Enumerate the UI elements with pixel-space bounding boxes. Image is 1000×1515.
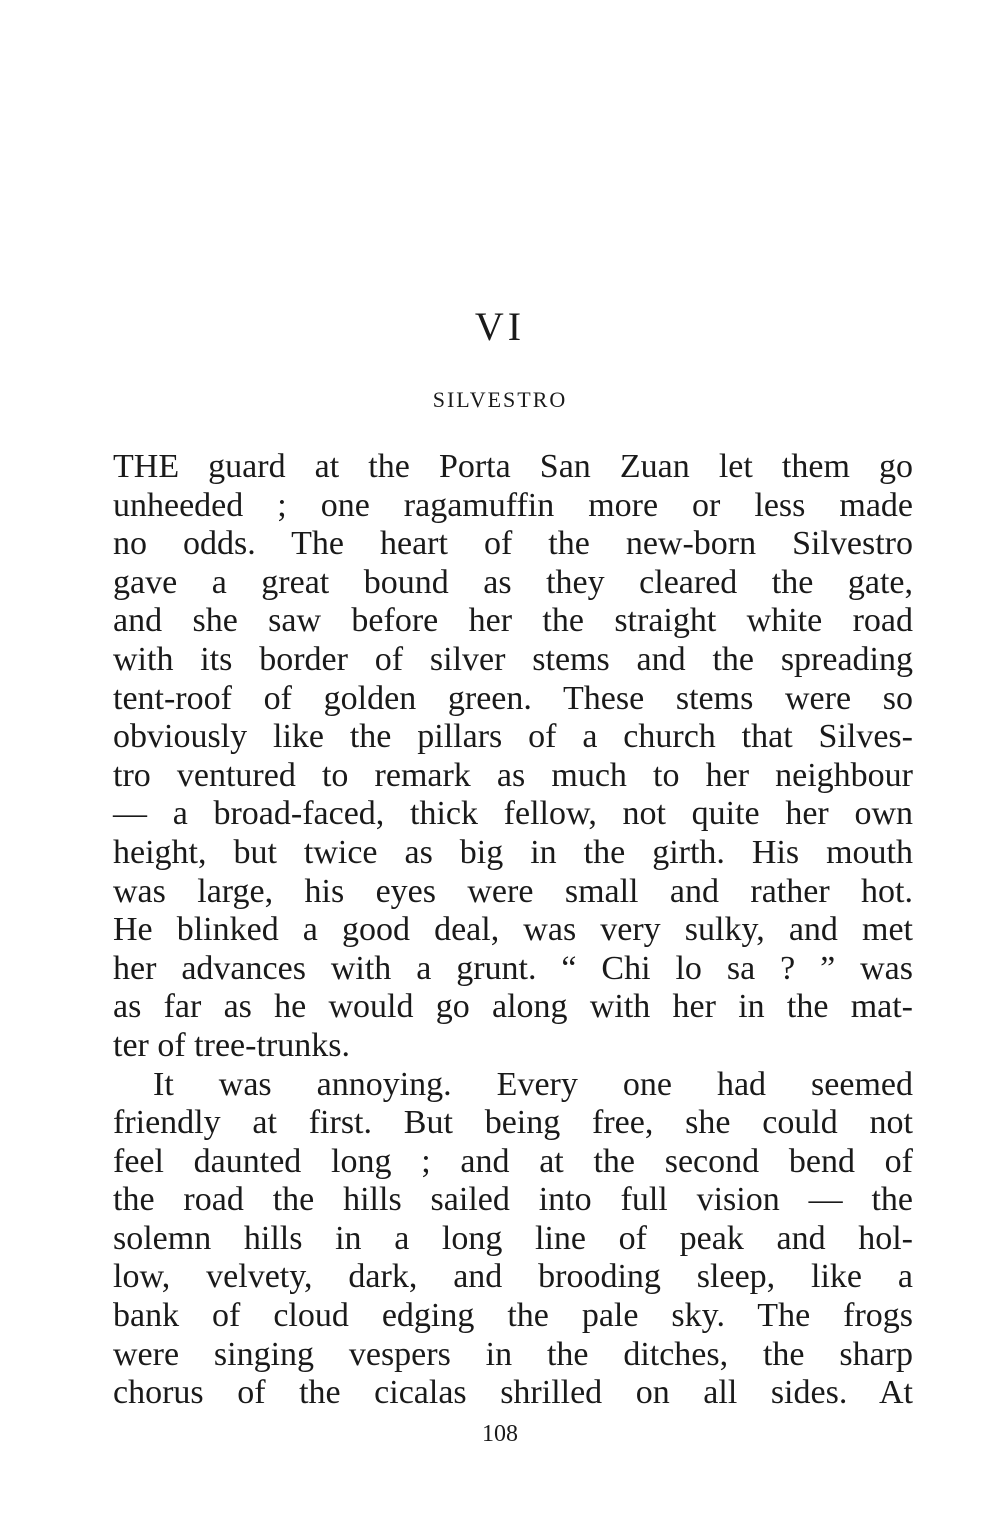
text-line: was large, his eyes were small and rather hot. <box>113 872 913 910</box>
text-line: height, but twice as big in the girth. His mouth <box>113 833 913 871</box>
text-line: her advances with a grunt. “ Chi lo sa ? ” was <box>113 949 913 987</box>
text-line: with its border of silver stems and the spreading <box>113 640 913 678</box>
text-line: chorus of the cicalas shrilled on all sides. At <box>113 1374 913 1412</box>
text-line: as far as he would go along with her in the mat- <box>113 988 913 1026</box>
text-line: THE guard at the Porta San Zuan let them go <box>113 448 913 485</box>
paragraph-1 <box>113 448 913 1066</box>
text-line: ter of tree-trunks. <box>113 1026 350 1064</box>
paragraph-2 <box>113 1066 913 1413</box>
body-text <box>113 448 913 1413</box>
page-number: 108 <box>482 1421 518 1447</box>
text-line: were singing vespers in the ditches, the sharp <box>113 1335 913 1373</box>
text-line: feel daunted long ; and at the second bend of <box>113 1142 913 1180</box>
text-line: low, velvety, dark, and brooding sleep, like a <box>113 1258 913 1296</box>
text-line: tro ventured to remark as much to her neighbour <box>113 756 913 794</box>
chapter-number: VI <box>474 304 526 349</box>
text-line: no odds. The heart of the new-born Silvestro <box>113 525 913 563</box>
text-line: the road the hills sailed into full vision — the <box>113 1181 913 1219</box>
text-line: unheeded ; one ragamuffin more or less made <box>113 486 913 524</box>
text-line: gave a great bound as they cleared the gate, <box>113 563 913 601</box>
text-line: and she saw before her the straight white road <box>113 602 913 640</box>
text-line: bank of cloud edging the pale sky. The frogs <box>113 1297 913 1335</box>
text-line: solemn hills in a long line of peak and hol- <box>113 1219 913 1257</box>
text-line: friendly at first. But being free, she could not <box>113 1104 913 1142</box>
chapter-title: SILVESTRO <box>432 387 568 412</box>
text-line: It was annoying. Every one had seemed <box>153 1065 913 1103</box>
text-line: He blinked a good deal, was very sulky, and met <box>113 911 913 949</box>
text-line: — a broad-faced, thick fellow, not quite her own <box>113 795 913 833</box>
text-line: obviously like the pillars of a church that Silves- <box>113 718 913 756</box>
text-line: tent-roof of golden green. These stems were so <box>113 679 913 717</box>
